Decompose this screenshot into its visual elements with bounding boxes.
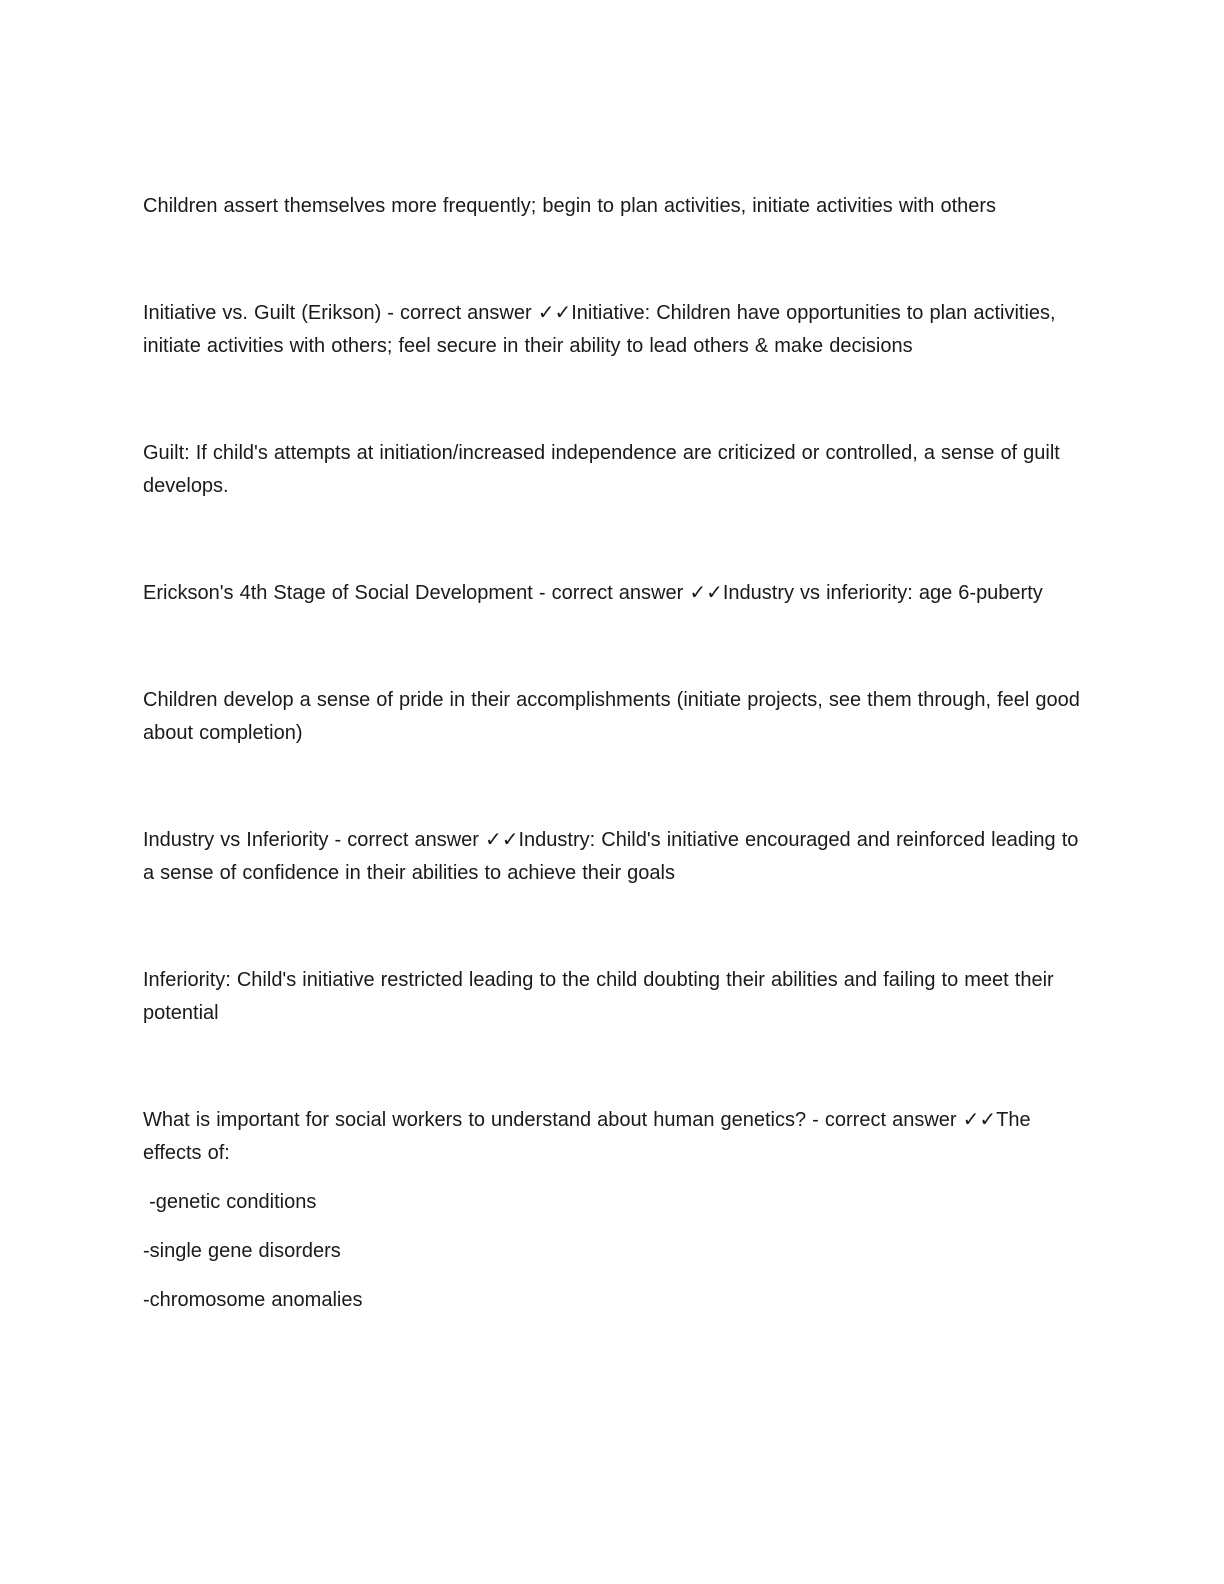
document-list-item: -genetic conditions [143,1191,317,1213]
document-list-item: -chromosome anomalies [143,1289,363,1311]
document-paragraph: What is important for social workers to understand about human genetics? - correct answer ✓✓The effects of: [143,1109,1037,1164]
document-paragraph: Inferiority: Child's initiative restricted leading to the child doubting their abilities and failing to meet their potential [143,969,1060,1024]
document-paragraph: Industry vs Inferiority - correct answer ✓✓Industry: Child's initiative encouraged and reinforced leading to a sense of confidence in their abilities to achieve their goals [143,829,1085,884]
document-paragraph: Guilt: If child's attempts at initiation/increased independence are criticized or controlled, a sense of guilt develops. [143,442,1066,497]
document-paragraph: Children develop a sense of pride in their accomplishments (initiate projects, see them through, feel good about completion) [143,689,1086,744]
document-paragraph: Initiative vs. Guilt (Erikson) - correct answer ✓✓Initiative: Children have opportunities to plan activities, initiate activities with others; feel secure in their ability to lead others & make decisions [143,302,1062,357]
document-paragraph: Children assert themselves more frequently; begin to plan activities, initiate activities with others [143,195,997,217]
document-paragraph: Erickson's 4th Stage of Social Development - correct answer ✓✓Industry vs inferiority: age 6-puberty [143,582,1043,604]
document-list-item: -single gene disorders [143,1240,341,1262]
